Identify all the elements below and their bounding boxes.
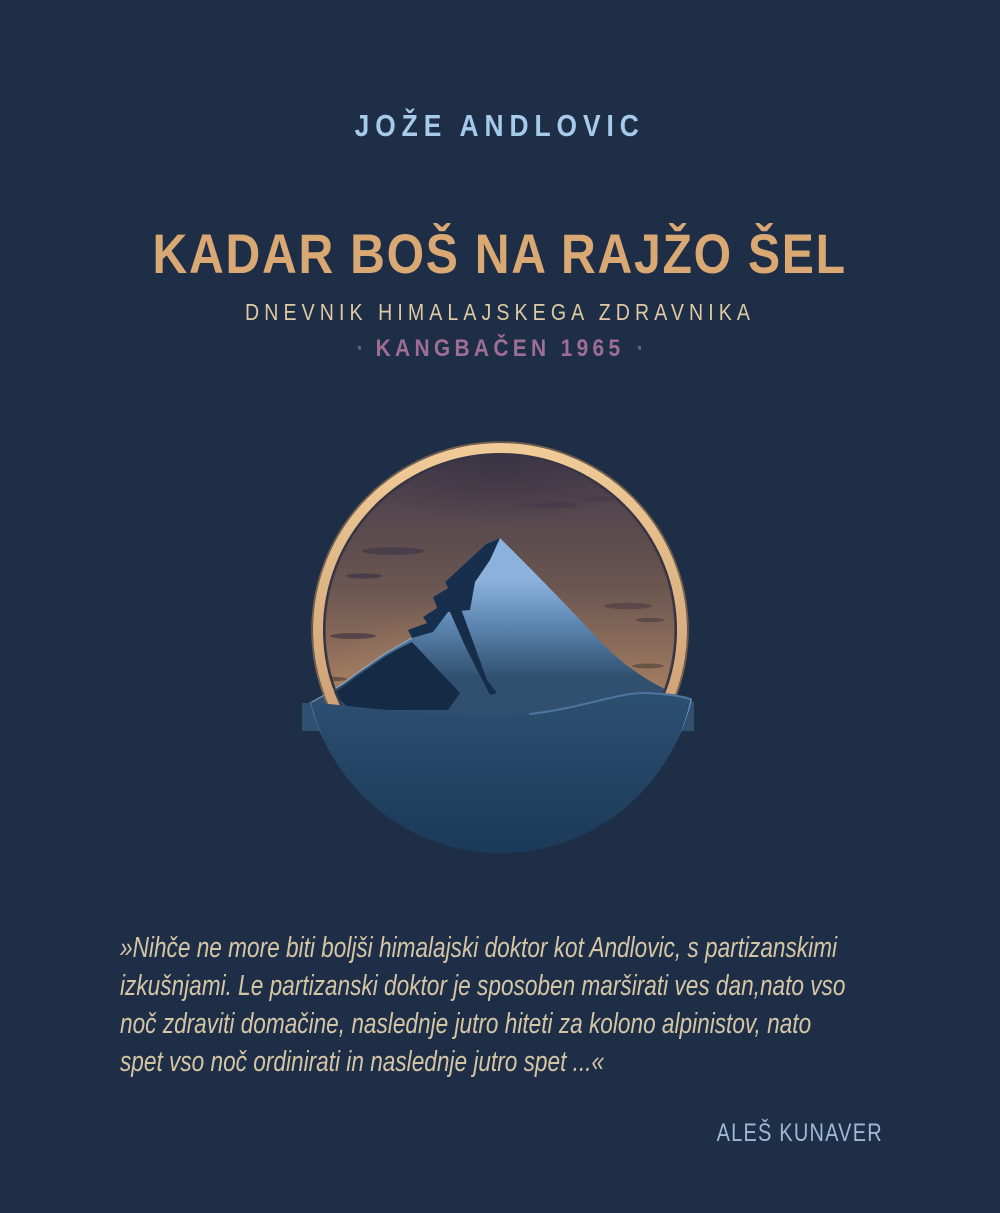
base-dome — [311, 692, 691, 853]
quote-attribution-text: ALEŠ KUNAVER — [716, 1119, 883, 1147]
cloud — [330, 633, 376, 639]
cloud — [362, 547, 424, 555]
book-title-text: KADAR BOŠ NA RAJŽO ŠEL — [152, 222, 848, 285]
emblem-base — [310, 692, 692, 853]
author-name — [0, 108, 1000, 144]
quote-line-2: izkušnjami. Le partizanski doktor je sposoben marširati ves dan,nato vso — [120, 970, 846, 1002]
quote-block — [120, 929, 1000, 1081]
cloud — [636, 618, 664, 622]
series-label: KANGBAČEN 1965 — [375, 335, 625, 362]
series-line — [0, 335, 1000, 363]
book-subtitle-text: DNEVNIK HIMALAJSKEGA ZDRAVNIKA — [244, 299, 756, 325]
cloud — [580, 496, 618, 501]
book-title — [0, 221, 1000, 286]
quote-line-4: spet vso noč ordinirati in naslednje jutro spet ...« — [120, 1046, 605, 1078]
mountain-emblem — [298, 436, 702, 854]
book-subtitle — [0, 299, 1000, 326]
author-name-text: JOŽE ANDLOVIC — [354, 108, 646, 143]
quote-line-1: »Nihče ne more biti boljši himalajski doktor kot Andlovic, s partizanskimi — [120, 932, 838, 964]
cloud — [604, 603, 652, 609]
quote-line-3: noč zdraviti domačine, naslednje jutro hiteti za kolono alpinistov, nato — [120, 1008, 812, 1040]
cloud — [346, 573, 382, 578]
cloud — [518, 501, 578, 508]
series-dot-left: · — [356, 335, 364, 362]
series-dot-right: · — [636, 335, 644, 362]
quote-attribution — [675, 1119, 883, 1148]
cloud — [632, 664, 664, 669]
